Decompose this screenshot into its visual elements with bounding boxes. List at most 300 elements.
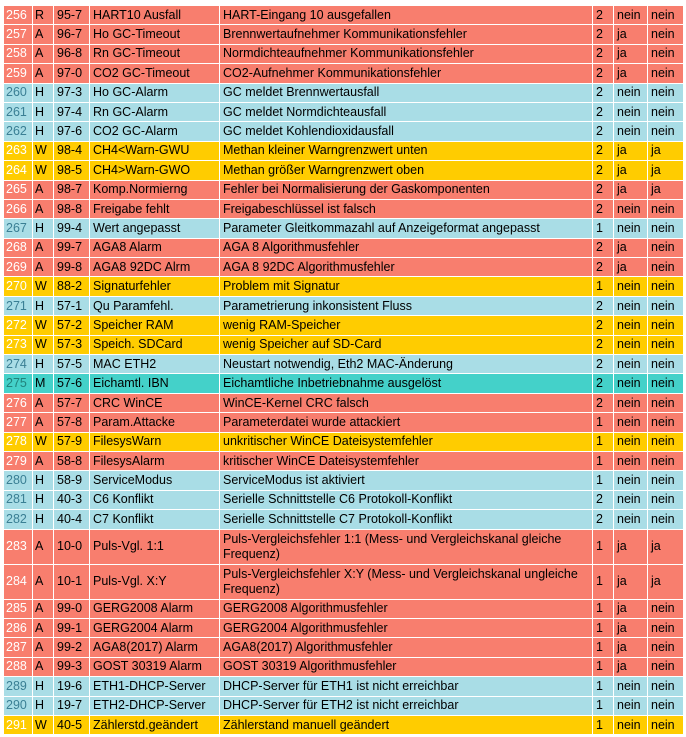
message-flag-2: nein	[648, 471, 684, 490]
message-number: 285	[4, 599, 33, 618]
message-flag-1: nein	[614, 296, 648, 315]
message-flag-2: ja	[648, 180, 684, 199]
message-code: 58-8	[54, 451, 90, 470]
message-flag-1: ja	[614, 599, 648, 618]
message-class: 2	[593, 44, 614, 63]
message-description: AGA8(2017) Algorithmusfehler	[220, 638, 593, 657]
message-description: AGA 8 92DC Algorithmusfehler	[220, 258, 593, 277]
message-number: 263	[4, 141, 33, 160]
message-number: 266	[4, 199, 33, 218]
table-row	[4, 355, 684, 374]
table-row	[4, 335, 684, 354]
message-short-name: Wert angepasst	[90, 219, 220, 238]
message-flag-2: nein	[648, 83, 684, 102]
message-description: Brennwertaufnehmer Kommunikationsfehler	[220, 25, 593, 44]
message-short-name: Ho GC-Alarm	[90, 83, 220, 102]
message-class: 1	[593, 451, 614, 470]
message-class: 2	[593, 161, 614, 180]
message-class: 2	[593, 83, 614, 102]
message-description: Puls-Vergleichsfehler X:Y (Mess- und Vergleichskanal ungleiche Frequenz)	[220, 564, 593, 599]
message-class: 1	[593, 677, 614, 696]
message-type: R	[33, 6, 54, 25]
message-short-name: ServiceModus	[90, 471, 220, 490]
message-class: 1	[593, 413, 614, 432]
table-row	[4, 618, 684, 637]
message-number: 281	[4, 490, 33, 509]
message-description: Zählerstand manuell geändert	[220, 715, 593, 734]
message-type: A	[33, 44, 54, 63]
message-flag-2: nein	[648, 102, 684, 121]
table-row	[4, 296, 684, 315]
message-type: H	[33, 219, 54, 238]
table-row	[4, 64, 684, 83]
message-type: W	[33, 141, 54, 160]
message-flag-2: nein	[648, 44, 684, 63]
message-short-name: Rn GC-Alarm	[90, 102, 220, 121]
message-type: H	[33, 83, 54, 102]
message-type: M	[33, 374, 54, 393]
message-flag-1: nein	[614, 199, 648, 218]
message-flag-2: nein	[648, 25, 684, 44]
message-flag-2: nein	[648, 599, 684, 618]
message-flag-1: nein	[614, 316, 648, 335]
message-flag-1: ja	[614, 180, 648, 199]
message-number: 268	[4, 238, 33, 257]
message-flag-2: nein	[648, 638, 684, 657]
message-flag-2: ja	[648, 529, 684, 564]
message-description: CO2-Aufnehmer Kommunikationsfehler	[220, 64, 593, 83]
message-short-name: Puls-Vgl. X:Y	[90, 564, 220, 599]
message-code: 88-2	[54, 277, 90, 296]
message-description: Problem mit Signatur	[220, 277, 593, 296]
table-row	[4, 180, 684, 199]
table-row	[4, 161, 684, 180]
message-flag-1: ja	[614, 25, 648, 44]
message-number: 261	[4, 102, 33, 121]
table-row	[4, 715, 684, 734]
message-flag-1: nein	[614, 374, 648, 393]
message-flag-1: nein	[614, 83, 648, 102]
message-description: Parameter Gleitkommazahl auf Anzeigeformat angepasst	[220, 219, 593, 238]
table-row	[4, 657, 684, 676]
message-class: 2	[593, 490, 614, 509]
message-type: A	[33, 238, 54, 257]
message-code: 57-3	[54, 335, 90, 354]
message-description: kritischer WinCE Dateisystemfehler	[220, 451, 593, 470]
message-number: 282	[4, 510, 33, 529]
message-type: H	[33, 102, 54, 121]
message-flag-2: nein	[648, 316, 684, 335]
message-type: A	[33, 451, 54, 470]
message-class: 1	[593, 471, 614, 490]
message-number: 284	[4, 564, 33, 599]
message-flag-2: nein	[648, 219, 684, 238]
message-class: 2	[593, 64, 614, 83]
message-code: 98-4	[54, 141, 90, 160]
table-row	[4, 529, 684, 564]
message-short-name: Ho GC-Timeout	[90, 25, 220, 44]
message-short-name: MAC ETH2	[90, 355, 220, 374]
message-number: 278	[4, 432, 33, 451]
message-flag-1: ja	[614, 258, 648, 277]
table-row	[4, 102, 684, 121]
message-flag-1: ja	[614, 161, 648, 180]
message-code: 95-7	[54, 6, 90, 25]
message-flag-1: nein	[614, 122, 648, 141]
message-flag-2: nein	[648, 355, 684, 374]
message-flag-2: nein	[648, 413, 684, 432]
message-flag-1: nein	[614, 393, 648, 412]
message-code: 99-3	[54, 657, 90, 676]
message-class: 2	[593, 355, 614, 374]
table-row	[4, 451, 684, 470]
message-code: 99-4	[54, 219, 90, 238]
message-short-name: GERG2004 Alarm	[90, 618, 220, 637]
message-class: 2	[593, 141, 614, 160]
message-class: 2	[593, 316, 614, 335]
message-code: 57-2	[54, 316, 90, 335]
message-type: A	[33, 599, 54, 618]
message-code: 99-2	[54, 638, 90, 657]
message-flag-2: nein	[648, 677, 684, 696]
message-description: Methan kleiner Warngrenzwert unten	[220, 141, 593, 160]
message-number: 279	[4, 451, 33, 470]
message-flag-2: nein	[648, 122, 684, 141]
message-flag-2: nein	[648, 258, 684, 277]
message-code: 40-3	[54, 490, 90, 509]
message-flag-1: nein	[614, 335, 648, 354]
message-code: 57-9	[54, 432, 90, 451]
message-number: 258	[4, 44, 33, 63]
message-number: 276	[4, 393, 33, 412]
message-description: DHCP-Server für ETH1 ist nicht erreichbar	[220, 677, 593, 696]
message-flag-1: ja	[614, 64, 648, 83]
message-type: H	[33, 122, 54, 141]
message-flag-2: nein	[648, 335, 684, 354]
message-type: H	[33, 677, 54, 696]
message-flag-2: nein	[648, 6, 684, 25]
message-description: DHCP-Server für ETH2 ist nicht erreichbar	[220, 696, 593, 715]
message-class: 1	[593, 529, 614, 564]
message-flag-1: nein	[614, 715, 648, 734]
message-number: 275	[4, 374, 33, 393]
message-code: 57-1	[54, 296, 90, 315]
message-short-name: Param.Attacke	[90, 413, 220, 432]
message-type: A	[33, 564, 54, 599]
message-short-name: ETH2-DHCP-Server	[90, 696, 220, 715]
table-row	[4, 677, 684, 696]
message-type: A	[33, 180, 54, 199]
message-code: 97-0	[54, 64, 90, 83]
message-number: 262	[4, 122, 33, 141]
message-flag-2: nein	[648, 451, 684, 470]
message-flag-1: nein	[614, 510, 648, 529]
message-type: A	[33, 529, 54, 564]
message-short-name: CO2 GC-Alarm	[90, 122, 220, 141]
message-number: 264	[4, 161, 33, 180]
message-code: 96-7	[54, 25, 90, 44]
message-short-name: GOST 30319 Alarm	[90, 657, 220, 676]
message-description: Eichamtliche Inbetriebnahme ausgelöst	[220, 374, 593, 393]
message-class: 2	[593, 335, 614, 354]
message-number: 289	[4, 677, 33, 696]
message-flag-1: ja	[614, 44, 648, 63]
message-class: 1	[593, 657, 614, 676]
message-description: GERG2004 Algorithmusfehler	[220, 618, 593, 637]
message-number: 260	[4, 83, 33, 102]
message-short-name: AGA8(2017) Alarm	[90, 638, 220, 657]
message-flag-2: nein	[648, 277, 684, 296]
message-type: A	[33, 258, 54, 277]
message-flag-2: ja	[648, 564, 684, 599]
message-type: H	[33, 510, 54, 529]
message-class: 1	[593, 432, 614, 451]
message-flag-2: nein	[648, 715, 684, 734]
message-class: 1	[593, 599, 614, 618]
message-flag-1: nein	[614, 432, 648, 451]
message-class: 2	[593, 238, 614, 257]
message-flag-1: ja	[614, 141, 648, 160]
message-number: 290	[4, 696, 33, 715]
message-code: 57-8	[54, 413, 90, 432]
message-class: 1	[593, 219, 614, 238]
message-description: Puls-Vergleichsfehler 1:1 (Mess- und Vergleichskanal gleiche Frequenz)	[220, 529, 593, 564]
table-row	[4, 696, 684, 715]
message-short-name: Zählerstd.geändert	[90, 715, 220, 734]
message-code: 10-1	[54, 564, 90, 599]
message-type: A	[33, 413, 54, 432]
message-class: 2	[593, 510, 614, 529]
message-type: W	[33, 161, 54, 180]
message-description: Neustart notwendig, Eth2 MAC-Änderung	[220, 355, 593, 374]
table-row	[4, 25, 684, 44]
message-class: 1	[593, 638, 614, 657]
message-flag-2: ja	[648, 141, 684, 160]
message-number: 280	[4, 471, 33, 490]
message-class: 2	[593, 122, 614, 141]
message-short-name: AGA8 92DC Alrm	[90, 258, 220, 277]
message-type: A	[33, 199, 54, 218]
message-flag-2: nein	[648, 696, 684, 715]
message-number: 269	[4, 258, 33, 277]
message-type: H	[33, 471, 54, 490]
message-flag-2: nein	[648, 199, 684, 218]
message-code: 97-6	[54, 122, 90, 141]
message-flag-1: nein	[614, 219, 648, 238]
message-short-name: FilesysWarn	[90, 432, 220, 451]
message-description: Serielle Schnittstelle C7 Protokoll-Konflikt	[220, 510, 593, 529]
message-type: H	[33, 355, 54, 374]
table-row	[4, 599, 684, 618]
message-description: Fehler bei Normalisierung der Gaskomponenten	[220, 180, 593, 199]
message-flag-2: nein	[648, 490, 684, 509]
message-description: unkritischer WinCE Dateisystemfehler	[220, 432, 593, 451]
message-class: 2	[593, 296, 614, 315]
message-flag-1: ja	[614, 638, 648, 657]
message-short-name: Puls-Vgl. 1:1	[90, 529, 220, 564]
message-code: 98-7	[54, 180, 90, 199]
table-row	[4, 219, 684, 238]
message-description: Parameterdatei wurde attackiert	[220, 413, 593, 432]
message-flag-1: nein	[614, 451, 648, 470]
table-row	[4, 471, 684, 490]
message-class: 1	[593, 715, 614, 734]
message-short-name: AGA8 Alarm	[90, 238, 220, 257]
table-row	[4, 277, 684, 296]
message-description: wenig RAM-Speicher	[220, 316, 593, 335]
message-short-name: C7 Konflikt	[90, 510, 220, 529]
message-short-name: C6 Konflikt	[90, 490, 220, 509]
message-code: 99-8	[54, 258, 90, 277]
message-number: 267	[4, 219, 33, 238]
message-short-name: CH4>Warn-GWO	[90, 161, 220, 180]
message-flag-1: nein	[614, 696, 648, 715]
table-row	[4, 141, 684, 160]
message-class: 2	[593, 374, 614, 393]
message-class: 1	[593, 277, 614, 296]
message-short-name: Komp.Normierng	[90, 180, 220, 199]
table-row	[4, 238, 684, 257]
message-flag-1: nein	[614, 677, 648, 696]
message-class: 2	[593, 6, 614, 25]
message-number: 277	[4, 413, 33, 432]
message-code: 19-7	[54, 696, 90, 715]
message-flag-1: ja	[614, 238, 648, 257]
message-class: 2	[593, 258, 614, 277]
message-number: 271	[4, 296, 33, 315]
message-flag-2: nein	[648, 618, 684, 637]
message-description: WinCE-Kernel CRC falsch	[220, 393, 593, 412]
message-number: 256	[4, 6, 33, 25]
table-row	[4, 83, 684, 102]
message-flag-1: ja	[614, 529, 648, 564]
table-row	[4, 374, 684, 393]
message-flag-2: nein	[648, 296, 684, 315]
message-type: H	[33, 490, 54, 509]
message-short-name: GERG2008 Alarm	[90, 599, 220, 618]
message-description: GC meldet Brennwertausfall	[220, 83, 593, 102]
message-code: 99-7	[54, 238, 90, 257]
message-number: 265	[4, 180, 33, 199]
message-flag-1: nein	[614, 471, 648, 490]
message-flag-1: nein	[614, 102, 648, 121]
message-flag-1: nein	[614, 355, 648, 374]
message-short-name: CO2 GC-Timeout	[90, 64, 220, 83]
message-number: 287	[4, 638, 33, 657]
message-number: 291	[4, 715, 33, 734]
message-code: 98-5	[54, 161, 90, 180]
table-row	[4, 199, 684, 218]
message-class: 2	[593, 180, 614, 199]
message-description: AGA 8 Algorithmusfehler	[220, 238, 593, 257]
message-short-name: Speich. SDCard	[90, 335, 220, 354]
table-row	[4, 564, 684, 599]
message-description: GC meldet Normdichteausfall	[220, 102, 593, 121]
message-flag-1: ja	[614, 657, 648, 676]
message-short-name: Signaturfehler	[90, 277, 220, 296]
message-type: A	[33, 618, 54, 637]
message-code: 97-4	[54, 102, 90, 121]
message-short-name: ETH1-DHCP-Server	[90, 677, 220, 696]
message-flag-2: nein	[648, 64, 684, 83]
message-code: 19-6	[54, 677, 90, 696]
message-short-name: Qu Paramfehl.	[90, 296, 220, 315]
message-flag-2: nein	[648, 374, 684, 393]
message-description: ServiceModus ist aktiviert	[220, 471, 593, 490]
message-number: 257	[4, 25, 33, 44]
message-code: 99-1	[54, 618, 90, 637]
message-description: GERG2008 Algorithmusfehler	[220, 599, 593, 618]
table-row	[4, 122, 684, 141]
table-row	[4, 6, 684, 25]
message-short-name: CH4<Warn-GWU	[90, 141, 220, 160]
table-row	[4, 490, 684, 509]
message-short-name: Freigabe fehlt	[90, 199, 220, 218]
table-row	[4, 510, 684, 529]
message-type: W	[33, 432, 54, 451]
message-code: 57-5	[54, 355, 90, 374]
message-code: 99-0	[54, 599, 90, 618]
message-type: A	[33, 393, 54, 412]
message-class: 1	[593, 696, 614, 715]
message-code: 96-8	[54, 44, 90, 63]
message-flag-2: ja	[648, 161, 684, 180]
message-description: GC meldet Kohlendioxidausfall	[220, 122, 593, 141]
message-flag-1: nein	[614, 413, 648, 432]
message-class: 1	[593, 618, 614, 637]
message-number: 286	[4, 618, 33, 637]
message-short-name: Rn GC-Timeout	[90, 44, 220, 63]
message-description: GOST 30319 Algorithmusfehler	[220, 657, 593, 676]
table-row	[4, 413, 684, 432]
message-short-name: Eichamtl. IBN	[90, 374, 220, 393]
message-short-name: FilesysAlarm	[90, 451, 220, 470]
message-number: 272	[4, 316, 33, 335]
message-description: Methan größer Warngrenzwert oben	[220, 161, 593, 180]
message-code: 10-0	[54, 529, 90, 564]
table-row	[4, 432, 684, 451]
message-flag-1: nein	[614, 6, 648, 25]
table-row	[4, 393, 684, 412]
message-type: H	[33, 696, 54, 715]
message-flag-2: nein	[648, 657, 684, 676]
message-class: 1	[593, 564, 614, 599]
message-flag-2: nein	[648, 393, 684, 412]
message-type: A	[33, 64, 54, 83]
message-type: W	[33, 715, 54, 734]
message-flag-2: nein	[648, 432, 684, 451]
message-code: 40-4	[54, 510, 90, 529]
table-row	[4, 316, 684, 335]
message-class: 2	[593, 199, 614, 218]
message-code: 98-8	[54, 199, 90, 218]
message-number: 273	[4, 335, 33, 354]
message-number: 259	[4, 64, 33, 83]
message-number: 274	[4, 355, 33, 374]
message-type: H	[33, 296, 54, 315]
message-code: 57-6	[54, 374, 90, 393]
message-code: 40-5	[54, 715, 90, 734]
message-table	[3, 5, 684, 735]
message-description: wenig Speicher auf SD-Card	[220, 335, 593, 354]
message-flag-2: nein	[648, 510, 684, 529]
message-type: W	[33, 335, 54, 354]
message-description: Parametrierung inkonsistent Fluss	[220, 296, 593, 315]
message-code: 58-9	[54, 471, 90, 490]
message-number: 270	[4, 277, 33, 296]
message-flag-2: nein	[648, 238, 684, 257]
message-number: 288	[4, 657, 33, 676]
